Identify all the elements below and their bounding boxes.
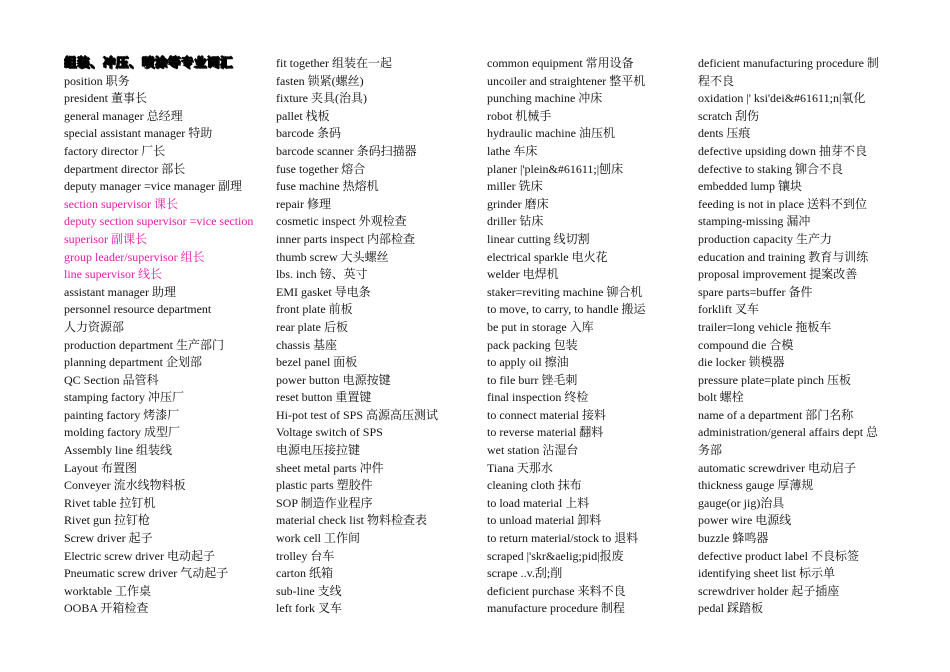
col3-term-line: to file burr 锉毛刺 bbox=[487, 372, 578, 387]
col2-term-line: fixture 夹具(治具) bbox=[276, 91, 367, 106]
col4-term-line: automatic screwdriver 电动启子 bbox=[698, 460, 856, 475]
col4-term-line: production capacity 生产力 bbox=[698, 231, 832, 246]
col1-term-line: worktable 工作桌 bbox=[64, 583, 151, 598]
col1-term-line: president 董事长 bbox=[64, 91, 147, 106]
col2-term-line: cosmetic inspect 外观检查 bbox=[276, 214, 407, 229]
col4-term-line: administration/general affairs dept 总 bbox=[698, 425, 879, 440]
col3-term-line: punching machine 冲床 bbox=[487, 91, 603, 106]
col4-term-line: pressure plate=plate pinch 压板 bbox=[698, 372, 852, 387]
col3-term-line: manufacture procedure 制程 bbox=[487, 601, 625, 616]
col3-term-line: to connect material 接料 bbox=[487, 407, 606, 422]
col2-term-line: EMI gasket 导电条 bbox=[276, 284, 371, 299]
col1-term-line: painting factory 烤漆厂 bbox=[64, 407, 180, 422]
col4-term-line: 务部 bbox=[698, 443, 723, 458]
col1-term-line: planning department 企划部 bbox=[64, 355, 202, 370]
col1-term-line: Pneumatic screw driver 气动起子 bbox=[64, 566, 229, 581]
col3-term-line: common equipment 常用设备 bbox=[487, 56, 634, 70]
col4-term-line: screwdriver holder 起子插座 bbox=[698, 583, 840, 598]
col1-term-line: group leader/supervisor 组长 bbox=[64, 249, 205, 264]
col3-term-line: robot 机械手 bbox=[487, 108, 552, 123]
col2-term-line: barcode 条码 bbox=[276, 126, 341, 141]
col1-term-line: superisor 副课长 bbox=[64, 231, 147, 246]
col1-term-line: section supervisor 课长 bbox=[64, 196, 178, 211]
col1-term-line: Conveyer 流水线物料板 bbox=[64, 478, 186, 493]
col1-term-line: line supervisor 线长 bbox=[64, 267, 162, 282]
col3-term-line: miller 铣床 bbox=[487, 179, 543, 194]
col4-term-line: oxidation |' ksi'dei&#61611;n|氧化 bbox=[698, 91, 866, 106]
col4-term-line: defective product label 不良标签 bbox=[698, 548, 859, 563]
column-1 bbox=[64, 55, 254, 618]
col2-term-line: lbs. inch 镑、英寸 bbox=[276, 267, 368, 282]
col4-term-line: pedal 踩踏板 bbox=[698, 601, 763, 616]
col4-term-line: die locker 锁模器 bbox=[698, 355, 785, 370]
col2-term-line: reset button 重置键 bbox=[276, 390, 372, 405]
col2-term-line: sheet metal parts 冲件 bbox=[276, 460, 384, 475]
col3-term-line: welder 电焊机 bbox=[487, 267, 559, 282]
col2-term-line: fit together 组装在一起 bbox=[276, 56, 392, 70]
column-3 bbox=[487, 55, 677, 618]
col3-term-line: hydraulic machine 油压机 bbox=[487, 126, 615, 141]
col2-term-line: fasten 锁紧(螺丝) bbox=[276, 73, 364, 88]
col4-term-line: spare parts=buffer 备件 bbox=[698, 284, 813, 299]
col2-term-line: fuse machine 热熔机 bbox=[276, 179, 379, 194]
col1-term-line: assistant manager 助理 bbox=[64, 284, 176, 299]
col2-term-line: barcode scanner 条码扫描器 bbox=[276, 143, 417, 158]
col3-term-line: to load material 上料 bbox=[487, 495, 590, 510]
col1-term-line: department director 部长 bbox=[64, 161, 186, 176]
col1-term-line: Rivet gun 拉钉枪 bbox=[64, 513, 150, 528]
col1-term-line: general manager 总经理 bbox=[64, 108, 183, 123]
col2-term-line: repair 修理 bbox=[276, 196, 331, 211]
col3-term-line: to move, to carry, to handle 搬运 bbox=[487, 302, 646, 317]
col4-term-line: power wire 电源线 bbox=[698, 513, 792, 528]
col1-term-line: special assistant manager 特助 bbox=[64, 126, 213, 141]
col3-term-line: planer |'plein&#61611;|刨床 bbox=[487, 161, 624, 176]
col1-term-line: OOBA 开箱检查 bbox=[64, 601, 149, 616]
col1-term-line: Assembly line 组装线 bbox=[64, 443, 172, 458]
col4-term-line: education and training 教育与训练 bbox=[698, 249, 869, 264]
col1-term-line: molding factory 成型厂 bbox=[64, 425, 180, 440]
col3-term-line: pack packing 包装 bbox=[487, 337, 578, 352]
col3-term-line: staker=reviting machine 铆合机 bbox=[487, 284, 643, 299]
col3-term-line: grinder 磨床 bbox=[487, 196, 549, 211]
col2-term-line: chassis 基座 bbox=[276, 337, 337, 352]
col4-term-line: defective to staking 铆合不良 bbox=[698, 161, 843, 176]
col1-term-line: production department 生产部门 bbox=[64, 337, 224, 352]
col4-term-line: buzzle 蜂鸣器 bbox=[698, 531, 769, 546]
col1-term-line: deputy manager =vice manager 副理 bbox=[64, 179, 243, 194]
col3-term-line: cleaning cloth 抹布 bbox=[487, 478, 582, 493]
col2-term-line: fuse together 熔合 bbox=[276, 161, 366, 176]
col2-term-line: SOP 制造作业程序 bbox=[276, 495, 373, 510]
col2-term-line: thumb screw 大头螺丝 bbox=[276, 249, 389, 264]
col3-term-line: wet station 沾湿台 bbox=[487, 443, 579, 458]
column-4 bbox=[698, 55, 888, 618]
column-2 bbox=[276, 55, 466, 618]
col4-term-line: identifying sheet list 标示单 bbox=[698, 566, 835, 581]
col2-term-line: rear plate 后板 bbox=[276, 319, 348, 334]
col2-term-line: inner parts inspect 内部检查 bbox=[276, 231, 415, 246]
col3-term-line: scrape ..v.刮;削 bbox=[487, 566, 563, 581]
col3-term-line: to unload material 卸料 bbox=[487, 513, 602, 528]
col2-term-line: front plate 前板 bbox=[276, 302, 353, 317]
col4-term-line: feeding is not in place 送料不到位 bbox=[698, 196, 867, 211]
page-title: 组装、冲压、喷涂等专业词汇 bbox=[64, 56, 234, 70]
col4-term-line: thickness gauge 厚薄规 bbox=[698, 478, 814, 493]
col1-term-line: deputy section supervisor =vice section bbox=[64, 214, 254, 229]
col3-term-line: be put in storage 入库 bbox=[487, 319, 594, 334]
col2-term-line: plastic parts 塑胶件 bbox=[276, 478, 373, 493]
col4-term-line: dents 压痕 bbox=[698, 126, 751, 141]
col3-term-line: deficient purchase 来料不良 bbox=[487, 583, 626, 598]
col2-term-line: sub-line 支线 bbox=[276, 583, 342, 598]
col4-term-line: trailer=long vehicle 拖板车 bbox=[698, 319, 832, 334]
col3-term-line: electrical sparkle 电火花 bbox=[487, 249, 608, 264]
col1-term-line: factory director 厂长 bbox=[64, 143, 166, 158]
col4-term-line: proposal improvement 提案改善 bbox=[698, 267, 858, 282]
col1-term-line: Electric screw driver 电动起子 bbox=[64, 548, 215, 563]
col4-term-line: compound die 合模 bbox=[698, 337, 794, 352]
col2-term-line: left fork 叉车 bbox=[276, 601, 342, 616]
col3-term-line: Tiana 天那水 bbox=[487, 460, 553, 475]
col2-term-line: work cell 工作间 bbox=[276, 531, 360, 546]
col1-term-line: Screw driver 起子 bbox=[64, 531, 153, 546]
col2-term-line: carton 纸箱 bbox=[276, 566, 333, 581]
col3-term-line: to reverse material 翻料 bbox=[487, 425, 604, 440]
col2-term-line: pallet 栈板 bbox=[276, 108, 330, 123]
col1-term-line: stamping factory 冲压厂 bbox=[64, 390, 184, 405]
col2-term-line: bezel panel 面板 bbox=[276, 355, 358, 370]
col3-term-line: driller 钻床 bbox=[487, 214, 544, 229]
col1-term-line: QC Section 品管科 bbox=[64, 372, 159, 387]
col4-term-line: 程不良 bbox=[698, 73, 735, 88]
col2-term-line: Hi-pot test of SPS 高源高压测试 bbox=[276, 407, 439, 422]
col4-term-line: defective upsiding down 抽芽不良 bbox=[698, 143, 867, 158]
col3-term-line: final inspection 终检 bbox=[487, 390, 589, 405]
col4-term-line: name of a department 部门名称 bbox=[698, 407, 854, 422]
col4-term-line: forklift 叉车 bbox=[698, 302, 759, 317]
col2-term-line: 电源电压接拉键 bbox=[276, 443, 361, 458]
col3-term-line: lathe 车床 bbox=[487, 143, 538, 158]
col4-term-line: scratch 刮伤 bbox=[698, 108, 759, 123]
col2-term-line: trolley 台车 bbox=[276, 548, 335, 563]
col1-term-line: Rivet table 拉钉机 bbox=[64, 495, 156, 510]
col4-term-line: deficient manufacturing procedure 制 bbox=[698, 56, 879, 70]
col4-term-line: bolt 螺栓 bbox=[698, 390, 744, 405]
col4-term-line: gauge(or jig)治具 bbox=[698, 495, 785, 510]
col3-term-line: scraped |'skr&aelig;pid|报废 bbox=[487, 548, 624, 563]
col3-term-line: to return material/stock to 退料 bbox=[487, 531, 639, 546]
col2-term-line: power button 电源按键 bbox=[276, 372, 391, 387]
col2-term-line: Voltage switch of SPS bbox=[276, 425, 383, 440]
col1-term-line: personnel resource department bbox=[64, 302, 212, 317]
col3-term-line: linear cutting 线切割 bbox=[487, 231, 590, 246]
col3-term-line: to apply oil 擦油 bbox=[487, 355, 569, 370]
col3-term-line: uncoiler and straightener 整平机 bbox=[487, 73, 646, 88]
col1-term-line: position 职务 bbox=[64, 73, 130, 88]
col2-term-line: material check list 物料检查表 bbox=[276, 513, 427, 528]
col1-term-line: 人力资源部 bbox=[64, 319, 125, 334]
col4-term-line: stamping-missing 漏冲 bbox=[698, 214, 811, 229]
col1-term-line: Layout 布置图 bbox=[64, 460, 137, 475]
col4-term-line: embedded lump 镶块 bbox=[698, 179, 802, 194]
